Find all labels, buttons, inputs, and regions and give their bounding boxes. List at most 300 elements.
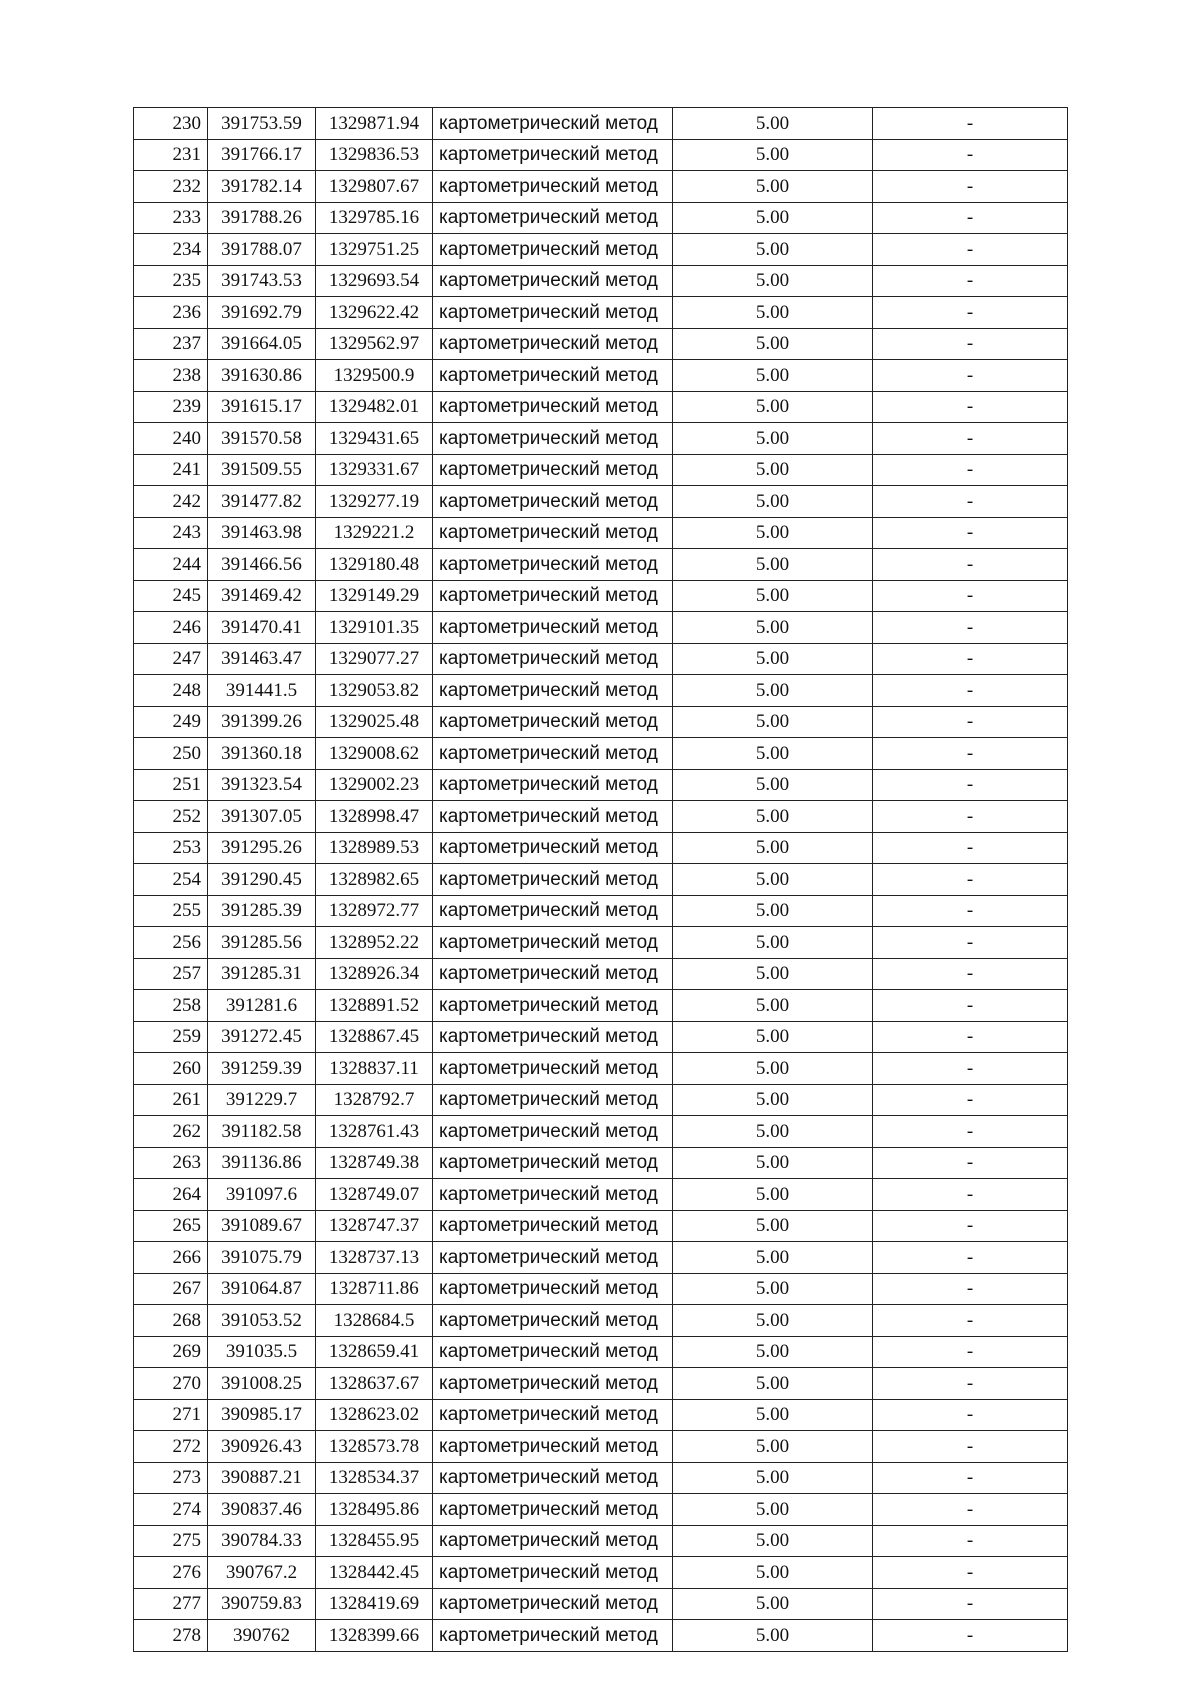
accuracy-cell: 5.00 [673,1179,873,1211]
x-coordinate-cell: 391089.67 [208,1210,316,1242]
table-row [134,864,1068,896]
point-number-cell: 235 [134,265,208,297]
y-coordinate-cell: 1329807.67 [316,171,433,203]
table-row [134,297,1068,329]
x-coordinate-cell: 391295.26 [208,832,316,864]
description-cell: - [873,864,1068,896]
table-row [134,580,1068,612]
table-row [134,927,1068,959]
accuracy-cell: 5.00 [673,1242,873,1274]
method-cell: картометрический метод [433,517,673,549]
description-cell: - [873,990,1068,1022]
table-row [134,1557,1068,1589]
x-coordinate-cell: 391035.5 [208,1336,316,1368]
method-cell: картометрический метод [433,643,673,675]
x-coordinate-cell: 391470.41 [208,612,316,644]
description-cell: - [873,706,1068,738]
x-coordinate-cell: 391692.79 [208,297,316,329]
method-cell: картометрический метод [433,1084,673,1116]
y-coordinate-cell: 1329693.54 [316,265,433,297]
x-coordinate-cell: 390784.33 [208,1525,316,1557]
method-cell: картометрический метод [433,1147,673,1179]
description-cell: - [873,801,1068,833]
table-row [134,423,1068,455]
description-cell: - [873,1021,1068,1053]
method-cell: картометрический метод [433,1273,673,1305]
point-number-cell: 248 [134,675,208,707]
table-row [134,454,1068,486]
description-cell: - [873,108,1068,140]
accuracy-cell: 5.00 [673,171,873,203]
table-row [134,1368,1068,1400]
accuracy-cell: 5.00 [673,517,873,549]
x-coordinate-cell: 390759.83 [208,1588,316,1620]
description-cell: - [873,895,1068,927]
description-cell: - [873,927,1068,959]
y-coordinate-cell: 1328749.07 [316,1179,433,1211]
table-row [134,517,1068,549]
table-row [134,1431,1068,1463]
y-coordinate-cell: 1329622.42 [316,297,433,329]
x-coordinate-cell: 391753.59 [208,108,316,140]
y-coordinate-cell: 1329500.9 [316,360,433,392]
accuracy-cell: 5.00 [673,328,873,360]
description-cell: - [873,1210,1068,1242]
y-coordinate-cell: 1328623.02 [316,1399,433,1431]
table-row [134,202,1068,234]
method-cell: картометрический метод [433,328,673,360]
table-row [134,990,1068,1022]
point-number-cell: 246 [134,612,208,644]
y-coordinate-cell: 1329562.97 [316,328,433,360]
description-cell: - [873,738,1068,770]
method-cell: картометрический метод [433,1210,673,1242]
point-number-cell: 270 [134,1368,208,1400]
description-cell: - [873,1273,1068,1305]
description-cell: - [873,1242,1068,1274]
accuracy-cell: 5.00 [673,265,873,297]
x-coordinate-cell: 391053.52 [208,1305,316,1337]
x-coordinate-cell: 391075.79 [208,1242,316,1274]
method-cell: картометрический метод [433,265,673,297]
y-coordinate-cell: 1328399.66 [316,1620,433,1652]
point-number-cell: 267 [134,1273,208,1305]
y-coordinate-cell: 1328637.67 [316,1368,433,1400]
table-row [134,1620,1068,1652]
table-row [134,895,1068,927]
accuracy-cell: 5.00 [673,1525,873,1557]
point-number-cell: 277 [134,1588,208,1620]
method-cell: картометрический метод [433,769,673,801]
point-number-cell: 256 [134,927,208,959]
accuracy-cell: 5.00 [673,1305,873,1337]
method-cell: картометрический метод [433,486,673,518]
point-number-cell: 269 [134,1336,208,1368]
accuracy-cell: 5.00 [673,706,873,738]
y-coordinate-cell: 1329025.48 [316,706,433,738]
description-cell: - [873,958,1068,990]
method-cell: картометрический метод [433,738,673,770]
description-cell: - [873,1431,1068,1463]
accuracy-cell: 5.00 [673,738,873,770]
point-number-cell: 278 [134,1620,208,1652]
y-coordinate-cell: 1328573.78 [316,1431,433,1463]
x-coordinate-cell: 391782.14 [208,171,316,203]
table-row [134,706,1068,738]
point-number-cell: 241 [134,454,208,486]
x-coordinate-cell: 391360.18 [208,738,316,770]
method-cell: картометрический метод [433,990,673,1022]
x-coordinate-cell: 390887.21 [208,1462,316,1494]
method-cell: картометрический метод [433,706,673,738]
point-number-cell: 252 [134,801,208,833]
table-row [134,139,1068,171]
accuracy-cell: 5.00 [673,454,873,486]
y-coordinate-cell: 1328442.45 [316,1557,433,1589]
description-cell: - [873,1399,1068,1431]
accuracy-cell: 5.00 [673,1053,873,1085]
x-coordinate-cell: 391788.07 [208,234,316,266]
x-coordinate-cell: 391281.6 [208,990,316,1022]
y-coordinate-cell: 1329008.62 [316,738,433,770]
method-cell: картометрический метод [433,1305,673,1337]
x-coordinate-cell: 391064.87 [208,1273,316,1305]
description-cell: - [873,832,1068,864]
table-row [134,108,1068,140]
method-cell: картометрический метод [433,1116,673,1148]
method-cell: картометрический метод [433,202,673,234]
table-row [134,643,1068,675]
point-number-cell: 276 [134,1557,208,1589]
x-coordinate-cell: 390985.17 [208,1399,316,1431]
accuracy-cell: 5.00 [673,1368,873,1400]
point-number-cell: 261 [134,1084,208,1116]
x-coordinate-cell: 390837.46 [208,1494,316,1526]
point-number-cell: 230 [134,108,208,140]
y-coordinate-cell: 1328761.43 [316,1116,433,1148]
point-number-cell: 239 [134,391,208,423]
description-cell: - [873,1368,1068,1400]
point-number-cell: 275 [134,1525,208,1557]
accuracy-cell: 5.00 [673,1021,873,1053]
accuracy-cell: 5.00 [673,612,873,644]
y-coordinate-cell: 1329180.48 [316,549,433,581]
point-number-cell: 244 [134,549,208,581]
y-coordinate-cell: 1329053.82 [316,675,433,707]
accuracy-cell: 5.00 [673,832,873,864]
y-coordinate-cell: 1328747.37 [316,1210,433,1242]
method-cell: картометрический метод [433,297,673,329]
point-number-cell: 266 [134,1242,208,1274]
point-number-cell: 249 [134,706,208,738]
table-row [134,1179,1068,1211]
description-cell: - [873,139,1068,171]
x-coordinate-cell: 391285.31 [208,958,316,990]
description-cell: - [873,1557,1068,1589]
accuracy-cell: 5.00 [673,234,873,266]
method-cell: картометрический метод [433,580,673,612]
x-coordinate-cell: 391463.98 [208,517,316,549]
table-row [134,171,1068,203]
point-number-cell: 232 [134,171,208,203]
y-coordinate-cell: 1328749.38 [316,1147,433,1179]
y-coordinate-cell: 1328659.41 [316,1336,433,1368]
point-number-cell: 240 [134,423,208,455]
accuracy-cell: 5.00 [673,108,873,140]
point-number-cell: 262 [134,1116,208,1148]
description-cell: - [873,769,1068,801]
point-number-cell: 250 [134,738,208,770]
table-row [134,1273,1068,1305]
description-cell: - [873,1588,1068,1620]
description-cell: - [873,1053,1068,1085]
x-coordinate-cell: 391229.7 [208,1084,316,1116]
accuracy-cell: 5.00 [673,1084,873,1116]
description-cell: - [873,1494,1068,1526]
accuracy-cell: 5.00 [673,1273,873,1305]
y-coordinate-cell: 1329221.2 [316,517,433,549]
method-cell: картометрический метод [433,958,673,990]
x-coordinate-cell: 391399.26 [208,706,316,738]
accuracy-cell: 5.00 [673,139,873,171]
accuracy-cell: 5.00 [673,675,873,707]
y-coordinate-cell: 1328982.65 [316,864,433,896]
accuracy-cell: 5.00 [673,958,873,990]
y-coordinate-cell: 1329277.19 [316,486,433,518]
table-row [134,234,1068,266]
x-coordinate-cell: 391477.82 [208,486,316,518]
point-number-cell: 238 [134,360,208,392]
y-coordinate-cell: 1328972.77 [316,895,433,927]
description-cell: - [873,486,1068,518]
table-row [134,486,1068,518]
point-number-cell: 245 [134,580,208,612]
description-cell: - [873,297,1068,329]
point-number-cell: 257 [134,958,208,990]
accuracy-cell: 5.00 [673,1210,873,1242]
point-number-cell: 264 [134,1179,208,1211]
x-coordinate-cell: 391285.39 [208,895,316,927]
method-cell: картометрический метод [433,1336,673,1368]
table-row [134,1525,1068,1557]
table-row [134,1494,1068,1526]
description-cell: - [873,1620,1068,1652]
table-row [134,612,1068,644]
table-row [134,549,1068,581]
x-coordinate-cell: 391323.54 [208,769,316,801]
accuracy-cell: 5.00 [673,769,873,801]
x-coordinate-cell: 391182.58 [208,1116,316,1148]
point-number-cell: 265 [134,1210,208,1242]
x-coordinate-cell: 391570.58 [208,423,316,455]
y-coordinate-cell: 1329751.25 [316,234,433,266]
method-cell: картометрический метод [433,1588,673,1620]
point-number-cell: 258 [134,990,208,1022]
y-coordinate-cell: 1329482.01 [316,391,433,423]
method-cell: картометрический метод [433,612,673,644]
x-coordinate-cell: 391466.56 [208,549,316,581]
accuracy-cell: 5.00 [673,1116,873,1148]
method-cell: картометрический метод [433,864,673,896]
method-cell: картометрический метод [433,675,673,707]
y-coordinate-cell: 1329077.27 [316,643,433,675]
y-coordinate-cell: 1328684.5 [316,1305,433,1337]
description-cell: - [873,1179,1068,1211]
accuracy-cell: 5.00 [673,927,873,959]
accuracy-cell: 5.00 [673,1147,873,1179]
method-cell: картометрический метод [433,1620,673,1652]
y-coordinate-cell: 1328926.34 [316,958,433,990]
accuracy-cell: 5.00 [673,895,873,927]
accuracy-cell: 5.00 [673,801,873,833]
accuracy-cell: 5.00 [673,1620,873,1652]
description-cell: - [873,202,1068,234]
table-row [134,1242,1068,1274]
method-cell: картометрический метод [433,895,673,927]
table-row [134,738,1068,770]
x-coordinate-cell: 391788.26 [208,202,316,234]
table-row [134,1116,1068,1148]
description-cell: - [873,643,1068,675]
method-cell: картометрический метод [433,832,673,864]
method-cell: картометрический метод [433,1242,673,1274]
accuracy-cell: 5.00 [673,1399,873,1431]
x-coordinate-cell: 391469.42 [208,580,316,612]
table-row [134,1305,1068,1337]
x-coordinate-cell: 390926.43 [208,1431,316,1463]
method-cell: картометрический метод [433,1368,673,1400]
accuracy-cell: 5.00 [673,391,873,423]
y-coordinate-cell: 1328455.95 [316,1525,433,1557]
point-number-cell: 236 [134,297,208,329]
description-cell: - [873,360,1068,392]
table-row [134,832,1068,864]
x-coordinate-cell: 391307.05 [208,801,316,833]
y-coordinate-cell: 1328711.86 [316,1273,433,1305]
accuracy-cell: 5.00 [673,202,873,234]
method-cell: картометрический метод [433,927,673,959]
point-number-cell: 243 [134,517,208,549]
y-coordinate-cell: 1328891.52 [316,990,433,1022]
method-cell: картометрический метод [433,1053,673,1085]
description-cell: - [873,1147,1068,1179]
method-cell: картометрический метод [433,139,673,171]
accuracy-cell: 5.00 [673,643,873,675]
y-coordinate-cell: 1329149.29 [316,580,433,612]
accuracy-cell: 5.00 [673,297,873,329]
method-cell: картометрический метод [433,1431,673,1463]
method-cell: картометрический метод [433,1462,673,1494]
table-row [134,1021,1068,1053]
method-cell: картометрический метод [433,549,673,581]
point-number-cell: 263 [134,1147,208,1179]
description-cell: - [873,265,1068,297]
description-cell: - [873,580,1068,612]
table-row [134,769,1068,801]
accuracy-cell: 5.00 [673,360,873,392]
y-coordinate-cell: 1328792.7 [316,1084,433,1116]
x-coordinate-cell: 391272.45 [208,1021,316,1053]
y-coordinate-cell: 1328952.22 [316,927,433,959]
point-number-cell: 271 [134,1399,208,1431]
point-number-cell: 268 [134,1305,208,1337]
description-cell: - [873,391,1068,423]
description-cell: - [873,1116,1068,1148]
description-cell: - [873,1336,1068,1368]
table-row [134,675,1068,707]
y-coordinate-cell: 1328737.13 [316,1242,433,1274]
x-coordinate-cell: 391259.39 [208,1053,316,1085]
description-cell: - [873,1525,1068,1557]
x-coordinate-cell: 391285.56 [208,927,316,959]
table-row [134,1399,1068,1431]
y-coordinate-cell: 1329871.94 [316,108,433,140]
method-cell: картометрический метод [433,1021,673,1053]
point-number-cell: 231 [134,139,208,171]
description-cell: - [873,423,1068,455]
y-coordinate-cell: 1328998.47 [316,801,433,833]
y-coordinate-cell: 1329331.67 [316,454,433,486]
y-coordinate-cell: 1328867.45 [316,1021,433,1053]
point-number-cell: 260 [134,1053,208,1085]
method-cell: картометрический метод [433,1179,673,1211]
method-cell: картометрический метод [433,1557,673,1589]
x-coordinate-cell: 391097.6 [208,1179,316,1211]
point-number-cell: 251 [134,769,208,801]
table-row [134,1053,1068,1085]
table-row [134,391,1068,423]
x-coordinate-cell: 391136.86 [208,1147,316,1179]
point-number-cell: 272 [134,1431,208,1463]
description-cell: - [873,1462,1068,1494]
method-cell: картометрический метод [433,801,673,833]
table-row [134,801,1068,833]
accuracy-cell: 5.00 [673,864,873,896]
point-number-cell: 254 [134,864,208,896]
accuracy-cell: 5.00 [673,990,873,1022]
table-row [134,1336,1068,1368]
description-cell: - [873,612,1068,644]
coordinates-table-body [134,108,1068,1652]
x-coordinate-cell: 391615.17 [208,391,316,423]
point-number-cell: 255 [134,895,208,927]
description-cell: - [873,234,1068,266]
point-number-cell: 273 [134,1462,208,1494]
y-coordinate-cell: 1328534.37 [316,1462,433,1494]
y-coordinate-cell: 1328495.86 [316,1494,433,1526]
point-number-cell: 237 [134,328,208,360]
y-coordinate-cell: 1329836.53 [316,139,433,171]
y-coordinate-cell: 1329431.65 [316,423,433,455]
description-cell: - [873,1305,1068,1337]
table-row [134,360,1068,392]
table-row [134,1147,1068,1179]
accuracy-cell: 5.00 [673,486,873,518]
x-coordinate-cell: 391008.25 [208,1368,316,1400]
method-cell: картометрический метод [433,108,673,140]
method-cell: картометрический метод [433,391,673,423]
accuracy-cell: 5.00 [673,1494,873,1526]
method-cell: картометрический метод [433,1494,673,1526]
y-coordinate-cell: 1329002.23 [316,769,433,801]
x-coordinate-cell: 391441.5 [208,675,316,707]
method-cell: картометрический метод [433,171,673,203]
method-cell: картометрический метод [433,360,673,392]
x-coordinate-cell: 390762 [208,1620,316,1652]
method-cell: картометрический метод [433,1525,673,1557]
x-coordinate-cell: 391463.47 [208,643,316,675]
x-coordinate-cell: 391290.45 [208,864,316,896]
